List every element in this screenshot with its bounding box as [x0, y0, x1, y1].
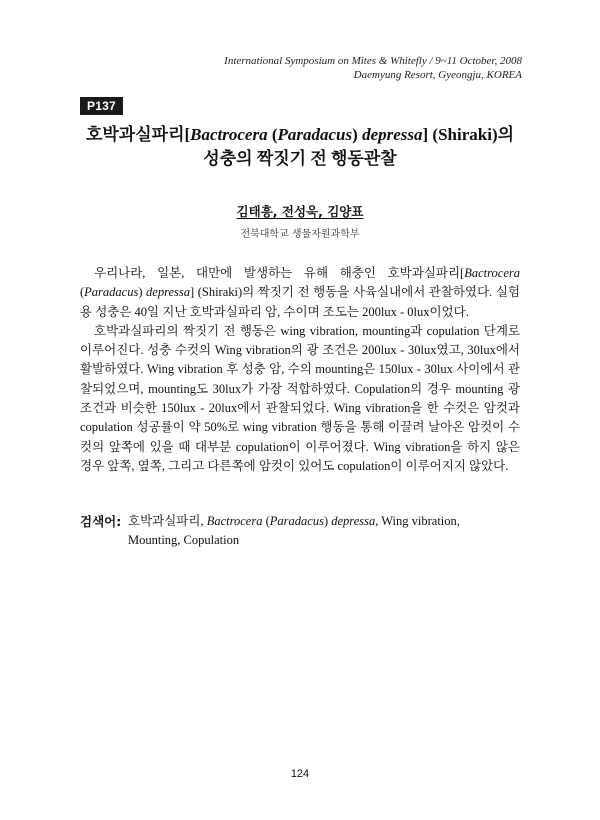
title-paren-open: (	[267, 125, 278, 144]
abstract-paragraph-1	[80, 264, 520, 322]
keywords-label: 검색어:	[80, 514, 122, 529]
author-list	[0, 202, 600, 220]
title-line-1	[60, 123, 540, 147]
keyword-genus: Bactrocera	[206, 514, 263, 528]
title-line-2: 성충의 짝짓기 전 행동관찰	[203, 149, 397, 168]
abstract-p1-text-c: )	[138, 285, 147, 300]
conference-name: International Symposium on Mites & Whitefly / 9~11 October, 2008	[224, 55, 522, 67]
page-number: 124	[290, 768, 310, 780]
abstract-p1-text-a: 우리나라, 일본, 대만에 발생하는 유해 해충인 호박과실파리[	[94, 266, 465, 280]
affiliation: 전북대학교 생물자원과학부	[240, 229, 360, 240]
keyword-text-d: , Wing vibration,	[375, 514, 460, 528]
abstract	[80, 264, 520, 476]
title-species: depressa	[362, 125, 423, 144]
keyword-text-b: (	[262, 514, 270, 528]
paper-title	[60, 123, 540, 171]
abstract-p1-text-d: ] (Shiraki)의 짝짓기 전 행동을 사육실내에서 관찰하였다. 실험용 성충은 40일 지난 호박과실파리 암, 수이며 조도는 200lux - 0lux이었다.	[80, 285, 520, 319]
keywords-line-2: Mounting, Copulation	[128, 533, 240, 547]
title-paren-close: )	[352, 125, 363, 144]
title-genus: Bactrocera	[190, 125, 268, 144]
keyword-text-a: 호박과실파리,	[128, 514, 207, 528]
title-prefix: 호박과실파리[	[85, 125, 191, 144]
abstract-paragraph-2: 호박과실파리의 짝짓기 전 행동은 wing vibration, mounting과 copulation 단계로 이루어진다. 성충 수컷의 Wing vibration의 광 조건은 200lux - 30lux였고, 30lux에서 활발하였다. Wing vibration 후 성충 암, 수의 mounting은 150lux - 30lux 사이에서 관찰되었으며, mounting도 30lux가 가장 적합하였다. Copulation의 경우 mounting 광 조건과 비슷한 150lux - 20lux에서 관찰되었다. Wing vibration을 한 수컷은 암컷과 copulation 성공률이 약 50%로 wing vibration 행동을 통해 이끌려 날아온 암컷이 수컷의 앞쪽에 있을 때 대부분 copulation이 이루어졌다. Wing vibration을 하지 않은 경우 앞쪽, 옆쪽, 그리고 다른쪽에 암컷이 있어도 copulation이 이루어지지 않았다.	[80, 323, 520, 473]
keywords-line-1	[128, 512, 520, 531]
keyword-text-c: )	[323, 514, 332, 528]
keyword-subgenus: Paradacus	[269, 514, 324, 528]
keywords-list	[128, 512, 520, 550]
abstract-p1-subgenus: Paradacus	[84, 285, 139, 300]
abstract-p1-species: depressa	[146, 285, 191, 300]
title-suffix: ] (Shiraki)의	[422, 125, 515, 144]
abstract-p1-genus: Bactrocera	[464, 266, 520, 280]
abstract-p1-text-b: (	[80, 285, 85, 300]
conference-header	[224, 54, 522, 82]
author-names: 김태흥, 전성욱, 김양표	[236, 204, 364, 219]
conference-venue: Daemyung Resort, Gyeongju, KOREA	[353, 69, 522, 81]
title-subgenus: Paradacus	[277, 125, 353, 144]
poster-id-badge: P137	[80, 97, 123, 115]
keyword-species: depressa	[331, 514, 376, 528]
keywords-block	[80, 512, 520, 550]
